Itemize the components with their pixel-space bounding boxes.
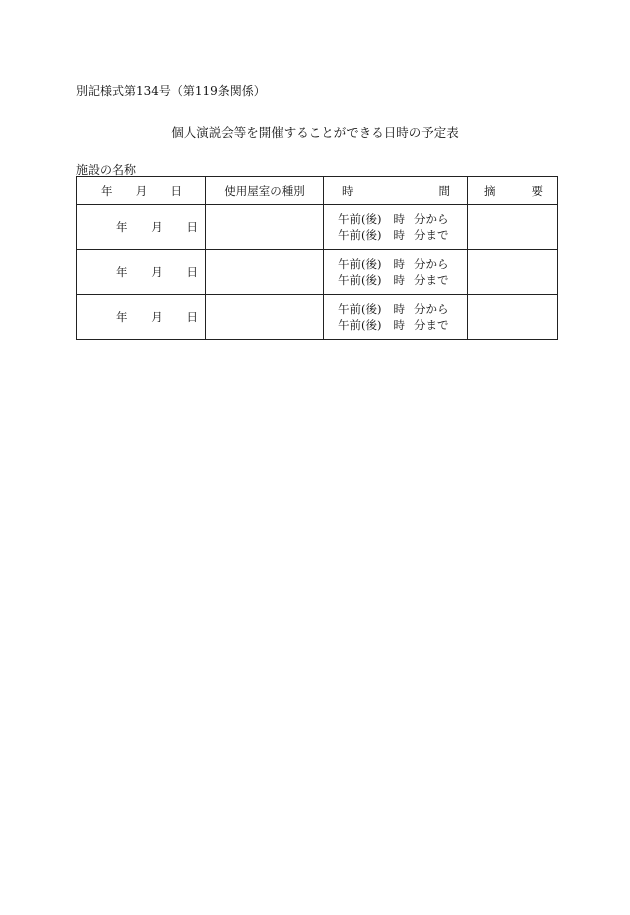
- time-from-line: [338, 211, 467, 227]
- date-year-label: 年: [116, 310, 128, 324]
- date-day-label: 日: [186, 310, 198, 324]
- time-from-minute: 分から: [413, 212, 449, 226]
- time-from-line: [338, 301, 467, 317]
- room-type-cell[interactable]: [206, 205, 324, 250]
- date-cell[interactable]: [77, 205, 206, 250]
- table-row: [77, 295, 558, 340]
- facility-name-label: 施設の名称: [76, 163, 137, 177]
- time-to-hour: 時: [393, 228, 405, 242]
- header-remarks-first: 摘: [484, 183, 496, 198]
- time-to-line: [338, 227, 467, 243]
- time-to-line: [338, 272, 467, 288]
- time-cell[interactable]: [324, 295, 468, 340]
- time-from-ampm: 午前(後): [338, 257, 382, 271]
- time-to-hour: 時: [393, 273, 405, 287]
- time-to-minute: 分まで: [413, 318, 449, 332]
- date-cell[interactable]: [77, 295, 206, 340]
- schedule-table: [76, 176, 558, 340]
- table-header-row: [77, 177, 558, 205]
- header-date-year: 年: [101, 183, 113, 198]
- time-to-ampm: 午前(後): [338, 318, 382, 332]
- time-from-hour: 時: [393, 257, 405, 271]
- time-from-ampm: 午前(後): [338, 302, 382, 316]
- time-from-hour: 時: [393, 302, 405, 316]
- header-date-month: 月: [135, 183, 148, 198]
- date-year-label: 年: [116, 220, 128, 234]
- time-to-hour: 時: [393, 318, 405, 332]
- room-type-cell[interactable]: [206, 295, 324, 340]
- remarks-cell[interactable]: [468, 295, 558, 340]
- time-from-minute: 分から: [413, 257, 449, 271]
- header-time-first: 時: [342, 183, 354, 198]
- date-month-label: 月: [151, 220, 163, 234]
- room-type-cell[interactable]: [206, 250, 324, 295]
- header-remarks: [468, 177, 558, 205]
- date-cell[interactable]: [77, 250, 206, 295]
- form-number-label: 別記様式第134号（第119条関係）: [76, 84, 266, 98]
- time-cell[interactable]: [324, 205, 468, 250]
- date-day-label: 日: [186, 220, 198, 234]
- remarks-cell[interactable]: [468, 205, 558, 250]
- time-from-ampm: 午前(後): [338, 212, 382, 226]
- time-to-ampm: 午前(後): [338, 273, 382, 287]
- header-date: [77, 177, 206, 205]
- header-room-type: 使用屋室の種別: [206, 177, 324, 205]
- time-cell[interactable]: [324, 250, 468, 295]
- time-to-minute: 分まで: [413, 273, 449, 287]
- table-row: [77, 205, 558, 250]
- time-to-ampm: 午前(後): [338, 228, 382, 242]
- date-year-label: 年: [116, 265, 128, 279]
- header-date-day: 日: [170, 183, 182, 198]
- time-to-line: [338, 317, 467, 333]
- document-title: 個人演説会等を開催することができる日時の予定表: [171, 125, 459, 140]
- table-row: [77, 250, 558, 295]
- header-time: [324, 177, 468, 205]
- remarks-cell[interactable]: [468, 250, 558, 295]
- time-from-line: [338, 256, 467, 272]
- date-month-label: 月: [151, 310, 163, 324]
- header-time-second: 間: [438, 183, 450, 198]
- header-remarks-second: 要: [531, 183, 543, 198]
- date-month-label: 月: [151, 265, 163, 279]
- time-from-hour: 時: [393, 212, 405, 226]
- time-to-minute: 分まで: [413, 228, 449, 242]
- time-from-minute: 分から: [413, 302, 449, 316]
- date-day-label: 日: [186, 265, 198, 279]
